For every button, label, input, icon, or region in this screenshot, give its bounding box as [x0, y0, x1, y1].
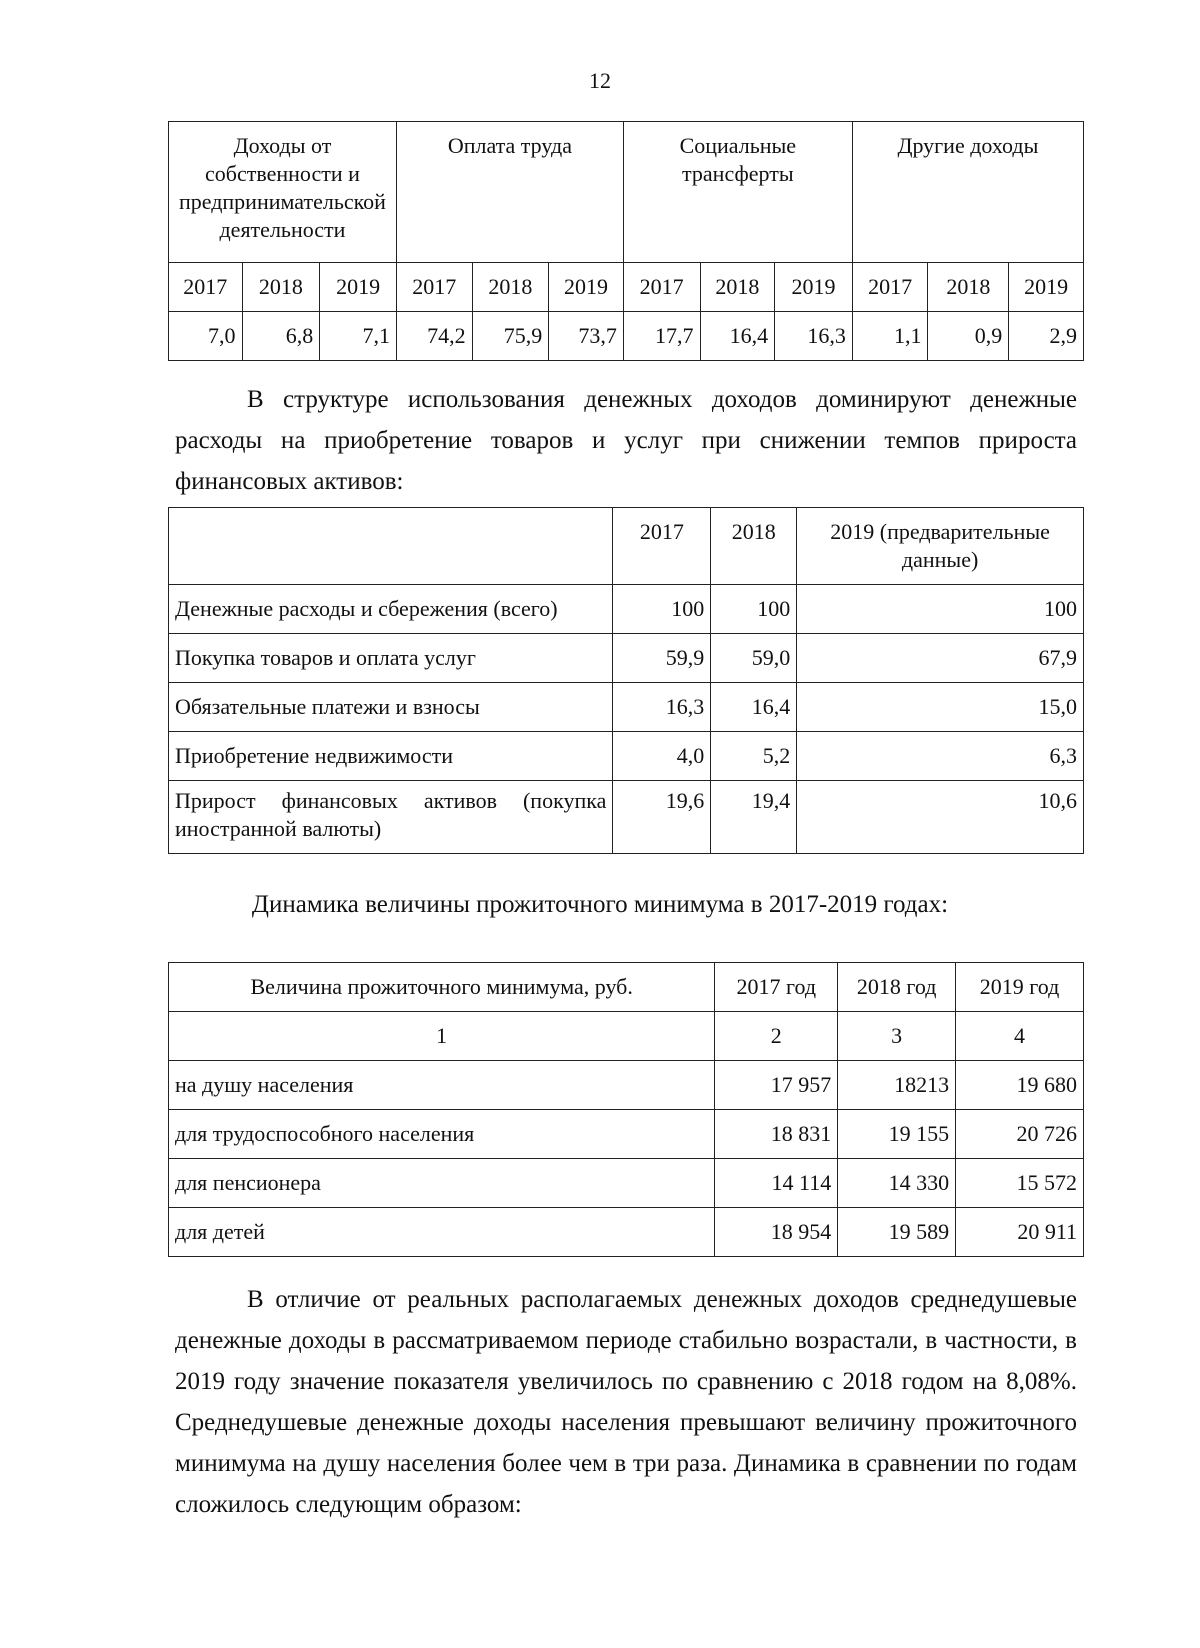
value-cell: 17 957 — [715, 1061, 838, 1110]
row-label: для пенсионера — [169, 1159, 715, 1208]
table-row — [169, 1208, 1084, 1257]
paragraph-income-dynamics — [175, 1279, 1077, 1525]
value-cell: 7,0 — [169, 312, 243, 361]
spending-header-cell: 2017 — [613, 508, 711, 585]
minimum-header-cell: 2018 год — [838, 963, 956, 1012]
column-number: 3 — [838, 1012, 956, 1061]
row-label: Приобретение недвижимости — [169, 732, 613, 781]
value-cell: 15,0 — [797, 683, 1084, 732]
year-cell: 2019 — [1009, 263, 1084, 312]
income-group-header: Оплата труда — [396, 122, 623, 263]
income-structure-table — [168, 121, 1084, 361]
table-row — [169, 1061, 1084, 1110]
table-row — [169, 634, 1084, 683]
page-number: 12 — [589, 68, 611, 93]
value-cell: 100 — [711, 585, 797, 634]
section-heading: Динамика величины прожиточного минимума в 2017-2019 годах: — [251, 891, 949, 918]
minimum-header-cell: 2019 год — [956, 963, 1084, 1012]
value-cell: 1,1 — [852, 312, 928, 361]
year-cell: 2017 — [396, 263, 472, 312]
value-cell: 16,4 — [700, 312, 775, 361]
column-number: 2 — [715, 1012, 838, 1061]
row-label: для трудоспособного населения — [169, 1110, 715, 1159]
year-cell: 2017 — [623, 263, 700, 312]
year-cell: 2018 — [700, 263, 775, 312]
value-cell: 67,9 — [797, 634, 1084, 683]
value-cell: 2,9 — [1009, 312, 1084, 361]
value-cell: 59,0 — [711, 634, 797, 683]
paragraph-spending-text: В структуре использования денежных доходов доминируют денежные расходы на приобретение товаров и услуг при снижении темпов прироста финансовых активов: — [175, 386, 1077, 495]
value-cell: 19 589 — [838, 1208, 956, 1257]
value-cell: 4,0 — [613, 732, 711, 781]
column-number: 4 — [956, 1012, 1084, 1061]
value-cell: 19 155 — [838, 1110, 956, 1159]
minimum-header-row — [169, 963, 1084, 1012]
value-cell: 18 831 — [715, 1110, 838, 1159]
income-group-header: Социальные трансферты — [623, 122, 852, 263]
value-cell: 20 726 — [956, 1110, 1084, 1159]
value-cell: 6,3 — [797, 732, 1084, 781]
value-cell: 74,2 — [396, 312, 472, 361]
value-cell: 7,1 — [320, 312, 397, 361]
spending-header-row — [169, 508, 1084, 585]
table-row — [169, 585, 1084, 634]
value-cell: 16,3 — [613, 683, 711, 732]
value-cell: 19,4 — [711, 781, 797, 854]
table-row — [169, 683, 1084, 732]
minimum-header-cell: 2017 год — [715, 963, 838, 1012]
table-row — [169, 732, 1084, 781]
spending-header-cell: 2019 (предварительные данные) — [797, 508, 1084, 585]
minimum-numbering-row — [169, 1012, 1084, 1061]
value-cell: 18213 — [838, 1061, 956, 1110]
income-group-header: Доходы от собственности и предпринимательской деятельности — [169, 122, 397, 263]
value-cell: 59,9 — [613, 634, 711, 683]
value-cell: 75,9 — [472, 312, 549, 361]
row-label: Денежные расходы и сбережения (всего) — [169, 585, 613, 634]
value-cell: 14 330 — [838, 1159, 956, 1208]
value-cell: 17,7 — [623, 312, 700, 361]
year-cell: 2018 — [472, 263, 549, 312]
minimum-header-cell: Величина прожиточного минимума, руб. — [169, 963, 715, 1012]
value-cell: 18 954 — [715, 1208, 838, 1257]
year-cell: 2018 — [242, 263, 320, 312]
value-cell: 16,3 — [775, 312, 853, 361]
row-label: Обязательные платежи и взносы — [169, 683, 613, 732]
value-cell: 20 911 — [956, 1208, 1084, 1257]
table-row — [169, 1159, 1084, 1208]
value-cell: 5,2 — [711, 732, 797, 781]
spending-header-cell — [169, 508, 613, 585]
row-label: Покупка товаров и оплата услуг — [169, 634, 613, 683]
value-cell: 100 — [613, 585, 711, 634]
value-cell: 73,7 — [549, 312, 624, 361]
year-cell: 2018 — [928, 263, 1009, 312]
subsistence-minimum-table — [168, 962, 1084, 1257]
income-values-row — [169, 312, 1084, 361]
value-cell: 100 — [797, 585, 1084, 634]
value-cell: 6,8 — [242, 312, 320, 361]
year-cell: 2019 — [775, 263, 853, 312]
value-cell: 10,6 — [797, 781, 1084, 854]
value-cell: 19 680 — [956, 1061, 1084, 1110]
row-label: Прирост финансовых активов (покупка иностранной валюты) — [169, 781, 613, 854]
value-cell: 14 114 — [715, 1159, 838, 1208]
row-label: для детей — [169, 1208, 715, 1257]
income-years-row — [169, 263, 1084, 312]
row-label: на душу населения — [169, 1061, 715, 1110]
table-row — [169, 781, 1084, 854]
value-cell: 16,4 — [711, 683, 797, 732]
income-group-header: Другие доходы — [852, 122, 1083, 263]
table-row — [169, 1110, 1084, 1159]
value-cell: 19,6 — [613, 781, 711, 854]
value-cell: 0,9 — [928, 312, 1009, 361]
year-cell: 2017 — [169, 263, 243, 312]
year-cell: 2017 — [852, 263, 928, 312]
year-cell: 2019 — [549, 263, 624, 312]
spending-header-cell: 2018 — [711, 508, 797, 585]
paragraph-spending — [175, 379, 1077, 502]
spending-structure-table — [168, 507, 1084, 854]
income-header-row — [169, 122, 1084, 263]
paragraph-income-dynamics-text: В отличие от реальных располагаемых денежных доходов среднедушевые денежные доходы в рассматриваемом периоде стабильно возрастали, в частности, в 2019 году значение показателя увеличилось по сравнению с 2018 годом на 8,08%. Среднедушевые денежные доходы населения превышают величину прожиточного минимума на душу населения более чем в три раза. Динамика в сравнении по годам сложилось следующим образом: — [175, 1286, 1077, 1518]
year-cell: 2019 — [320, 263, 397, 312]
value-cell: 15 572 — [956, 1159, 1084, 1208]
column-number: 1 — [169, 1012, 715, 1061]
